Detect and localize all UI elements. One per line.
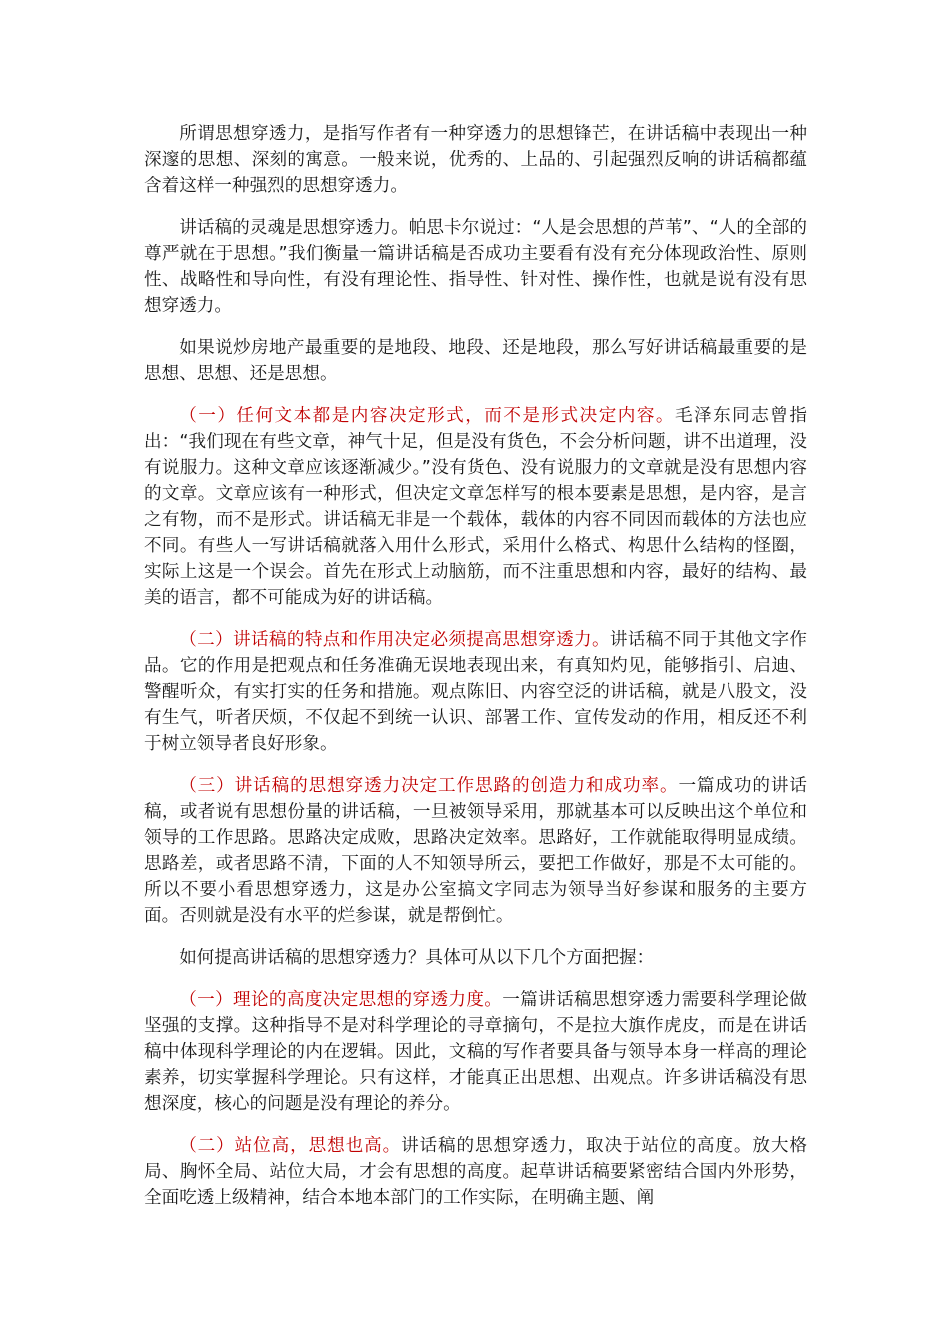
- paragraph-text: 讲话稿的灵魂是思想穿透力。帕思卡尔说过：“人是会思想的芦苇”、“人的全部的尊严就在于思想。”我们衡量一篇讲话稿是否成功主要看有没有充分体现政治性、原则性、战略性和导向性，有没有理论性、指导性、针对性、操作性，也就是说有没有思想穿透力。: [144, 218, 807, 316]
- paragraph-text: 讲话稿不同于其他文字作品。它的作用是把观点和任务准确无误地表现出来，有真知灼见，能够指引、启迪、警醒听众，有实打实的任务和措施。观点陈旧、内容空泛的讲话稿，就是八股文，没有生气，听者厌烦，不仅起不到统一认识、部署工作、宣传发动的作用，相反还不利于树立领导者良好形象。: [144, 630, 807, 754]
- paragraph-soul: [144, 215, 807, 319]
- paragraph-heading: （二）站位高，思想也高。: [179, 1136, 402, 1156]
- document-page: [144, 121, 807, 1227]
- paragraph-text: 一篇成功的讲话稿，或者说有思想份量的讲话稿，一旦被领导采用，那就基本可以反映出这个单位和领导的工作思路。思路决定成败，思路决定效率。思路好，工作就能取得明显成绩。思路差，或者思路不清，下面的人不知领导所云，要把工作做好，那是不太可能的。所以不要小看思想穿透力，这是办公室搞文字同志为领导当好参谋和服务的主要方面。否则就是没有水平的烂参谋，就是帮倒忙。: [144, 776, 807, 926]
- paragraph-text: 如何提高讲话稿的思想穿透力？具体可从以下几个方面把握：: [179, 948, 655, 968]
- paragraph-heading: （二）讲话稿的特点和作用决定必须提高思想穿透力。: [179, 630, 610, 650]
- paragraph-method-2: [144, 1133, 807, 1211]
- paragraph-heading: （一）理论的高度决定思想的穿透力度。: [179, 990, 503, 1010]
- paragraph-text: 所谓思想穿透力，是指写作者有一种穿透力的思想锋芒，在讲话稿中表现出一种深邃的思想、深刻的寓意。一般来说，优秀的、上品的、引起强烈反响的讲话稿都蕴含着这样一种强烈的思想穿透力。: [144, 124, 807, 196]
- paragraph-text: 毛泽东同志曾指出：“我们现在有些文章，神气十足，但是没有货色，不会分析问题，讲不出道理，没有说服力。这种文章应该逐渐减少。”没有货色、没有说服力的文章就是没有思想内容的文章。文章应该有一种形式，但决定文章怎样写的根本要素是思想，是内容，是言之有物，而不是形式。讲话稿无非是一个载体，载体的内容不同因而载体的方法也应不同。有些人一写讲话稿就落入用什么形式，采用什么格式、构思什么结构的怪圈，实际上这是一个误会。首先在形式上动脑筋，而不注重思想和内容，最好的结构、最美的语言，都不可能成为好的讲话稿。: [144, 406, 807, 608]
- paragraph-point-2: [144, 627, 807, 757]
- paragraph-point-1: [144, 403, 807, 611]
- paragraph-text: 如果说炒房地产最重要的是地段、地段、还是地段，那么写好讲话稿最重要的是思想、思想、还是思想。: [144, 338, 807, 384]
- paragraph-how-to: [144, 945, 807, 971]
- paragraph-heading: （三）讲话稿的思想穿透力决定工作思路的创造力和成功率。: [179, 776, 679, 796]
- paragraph-method-1: [144, 987, 807, 1117]
- paragraph-intro: [144, 121, 807, 199]
- paragraph-text: 一篇讲话稿思想穿透力需要科学理论做坚强的支撑。这种指导不是对科学理论的寻章摘句，不是拉大旗作虎皮，而是在讲话稿中体现科学理论的内在逻辑。因此，文稿的写作者要具备与领导本身一样高的理论素养，切实掌握科学理论。只有这样，才能真正出思想、出观点。许多讲话稿没有思想深度，核心的问题是没有理论的养分。: [144, 990, 807, 1114]
- paragraph-point-3: [144, 773, 807, 929]
- paragraph-analogy: [144, 335, 807, 387]
- paragraph-text: 讲话稿的思想穿透力，取决于站位的高度。放大格局、胸怀全局、站位大局，才会有思想的高度。起草讲话稿要紧密结合国内外形势，全面吃透上级精神，结合本地本部门的工作实际，在明确主题、阐: [144, 1136, 807, 1208]
- paragraph-heading: （一）任何文本都是内容决定形式，而不是形式决定内容。: [179, 406, 675, 426]
